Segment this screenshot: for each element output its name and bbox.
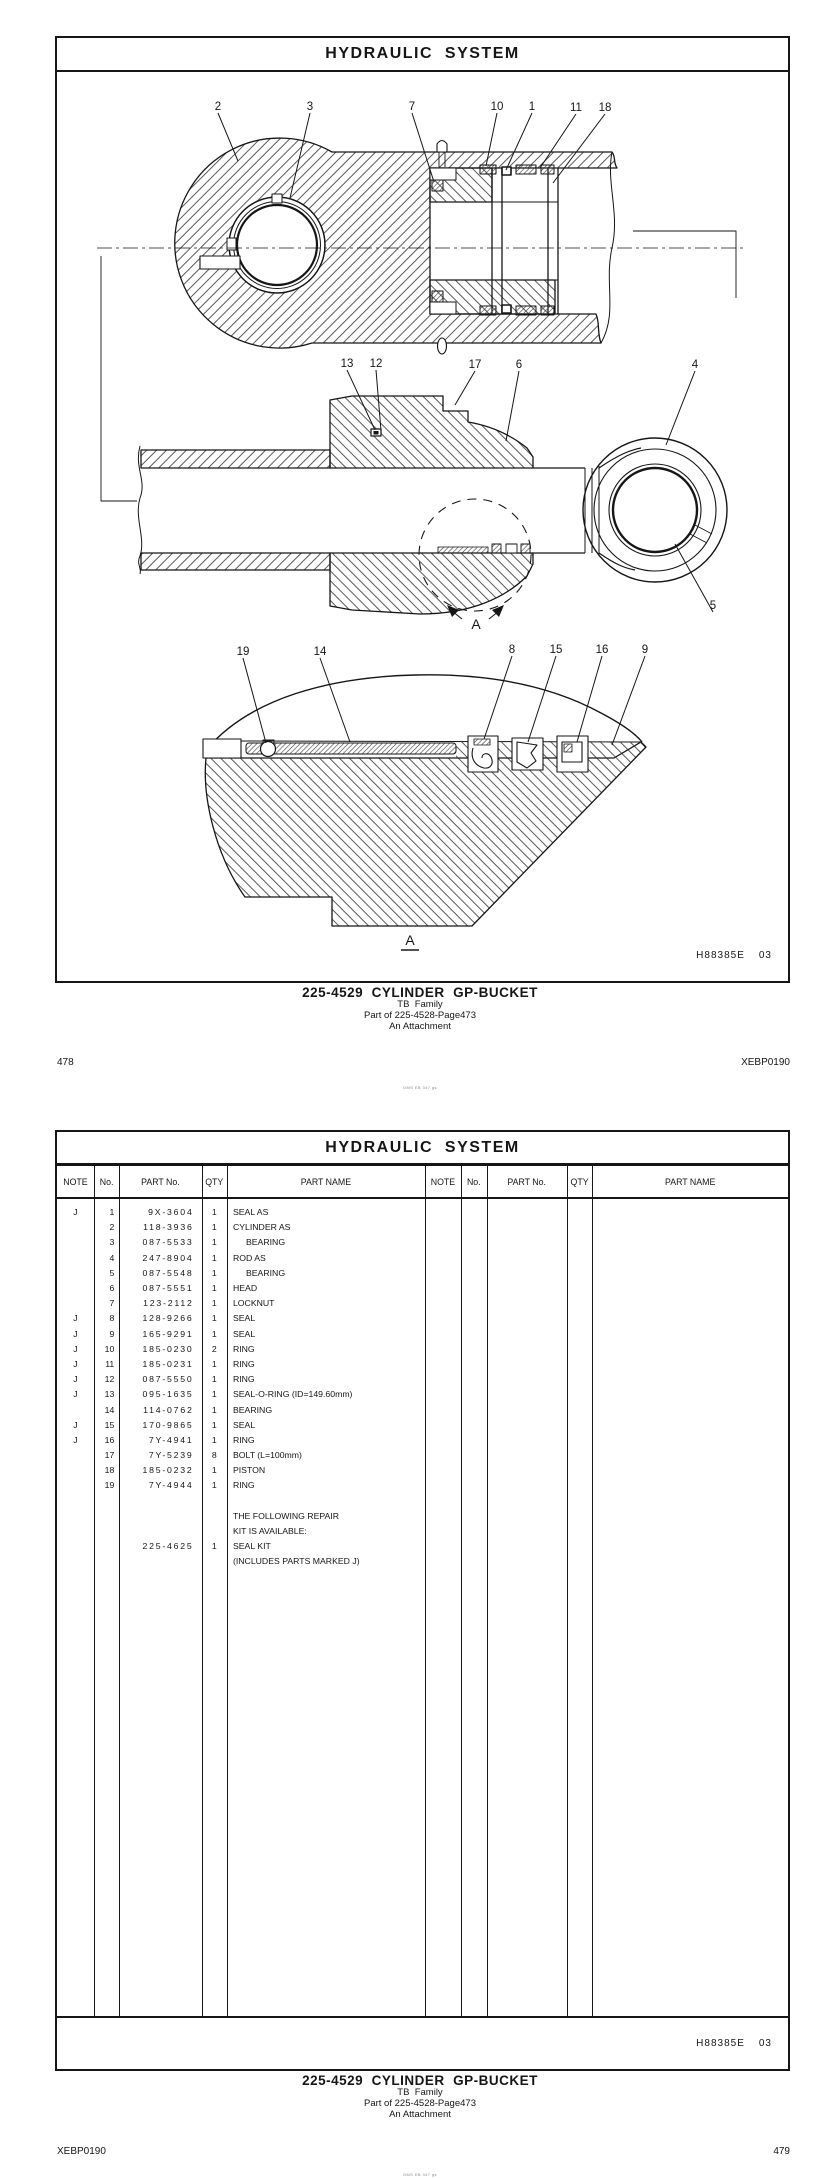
drawing-rev: 03	[758, 2038, 772, 2049]
cell-part: 247-8904	[142, 1252, 194, 1263]
cell-part: 087-5548	[142, 1267, 194, 1278]
callout-label-7: 7	[408, 101, 416, 113]
cell-part: 7Y-5239	[148, 1450, 194, 1461]
table-row	[57, 1281, 788, 1296]
table-row	[57, 1387, 788, 1402]
cell-no: 19	[104, 1480, 115, 1491]
head-port-slot	[200, 256, 240, 269]
col-header-part-name: PART NAME	[300, 1176, 352, 1187]
table-row	[57, 1235, 788, 1250]
col-header-part-name: PART NAME	[664, 1176, 716, 1187]
page-2-footer	[57, 2146, 790, 2157]
cell-no: 15	[104, 1419, 115, 1430]
cell-qty: 1	[211, 1541, 217, 1552]
cell-no: 3	[109, 1237, 115, 1248]
cell-no: 8	[109, 1313, 115, 1324]
table-row	[57, 1402, 788, 1417]
cell-name: KIT IS AVAILABLE:	[232, 1526, 307, 1537]
media-code: XEBP0190	[741, 1057, 790, 1068]
callout-label-6: 6	[515, 359, 523, 371]
callout-label-10: 10	[490, 101, 504, 113]
cell-part: 185-0232	[142, 1465, 194, 1476]
table-row	[57, 1266, 788, 1281]
cell-no: 9	[109, 1328, 115, 1339]
cell-name: BEARING	[232, 1404, 273, 1415]
parts-table-header	[57, 1166, 788, 1199]
cell-part: 123-2112	[143, 1298, 194, 1309]
page-number: 478	[57, 1057, 74, 1068]
callout-label-18: 18	[598, 102, 612, 114]
cell-qty: 1	[211, 1404, 217, 1415]
callout-label-15: 15	[549, 644, 563, 656]
callout-leader-18	[553, 114, 605, 183]
view-head-end	[97, 138, 744, 354]
cell-no: 14	[104, 1404, 115, 1415]
gland-bottom	[330, 553, 533, 614]
gland-top	[330, 396, 533, 468]
page-2-parts-list-sheet	[55, 1130, 790, 2071]
drain-detail	[438, 338, 447, 354]
cell-name: SEAL KIT	[232, 1541, 271, 1552]
page-1-footer	[57, 1057, 790, 1068]
table-row	[57, 1251, 788, 1266]
cell-note: J	[73, 1358, 78, 1369]
cell-qty: 1	[211, 1465, 217, 1476]
page-1-title: HYDRAULIC SYSTEM	[325, 45, 520, 62]
table-row	[57, 1342, 788, 1357]
table-row	[57, 1554, 788, 1569]
callout-leader-16	[577, 656, 602, 742]
cell-no: 7	[109, 1298, 115, 1309]
col-header-part-no-: PART No.	[507, 1176, 546, 1187]
cell-qty: 1	[211, 1222, 217, 1233]
parts-table-body	[57, 1199, 788, 2016]
attachment-line: An Attachment	[389, 2108, 451, 2120]
drawing-code-value: H88385E	[696, 2038, 745, 2049]
drawing-code-value: H88385E	[696, 950, 745, 961]
callout-label-19: 19	[236, 646, 250, 658]
callout-label-16: 16	[595, 644, 609, 656]
table-row	[57, 1296, 788, 1311]
callout-label-14: 14	[313, 646, 327, 658]
cell-qty: 1	[211, 1328, 217, 1339]
callout-leader-9	[612, 656, 645, 745]
cell-note: J	[73, 1328, 78, 1339]
part-of-line: Part of 225-4528-Page473	[364, 1009, 476, 1021]
cell-name: THE FOLLOWING REPAIR	[232, 1510, 339, 1521]
cell-no: 5	[109, 1267, 115, 1278]
cell-qty: 1	[211, 1298, 217, 1309]
cell-no: 4	[109, 1252, 115, 1263]
drawing-code	[674, 2027, 773, 2060]
cell-part: 087-5550	[142, 1374, 194, 1385]
cell-part: 9X-3604	[148, 1207, 194, 1218]
table-row	[57, 1448, 788, 1463]
cell-qty: 1	[211, 1252, 217, 1263]
cell-part: 165-9291	[142, 1328, 194, 1339]
col-header-qty: QTY	[570, 1176, 589, 1187]
cell-no: 2	[109, 1222, 115, 1233]
cell-part: 7Y-4944	[148, 1480, 194, 1491]
col-header-note: NOTE	[430, 1176, 456, 1187]
cell-no: 16	[104, 1434, 115, 1445]
table-row	[57, 1478, 788, 1493]
cell-qty: 1	[211, 1389, 217, 1400]
detail-a-view-label: A	[405, 932, 415, 948]
page-2-header-bar	[57, 1132, 788, 1166]
page-1-diagram-sheet	[55, 36, 790, 983]
title-block-2	[0, 2074, 840, 2120]
cell-name: SEAL	[232, 1313, 256, 1324]
cell-name: PISTON	[232, 1465, 266, 1476]
page-2-footer-strip	[57, 2016, 788, 2069]
cell-no: 18	[104, 1465, 115, 1476]
cell-note: J	[73, 1419, 78, 1430]
cell-part: 114-0762	[143, 1404, 194, 1415]
head-eye-bore	[229, 197, 325, 293]
rod-eye-bearing	[613, 468, 697, 552]
cell-qty: 2	[211, 1343, 217, 1354]
table-row	[57, 1205, 788, 1220]
cell-name: (INCLUDES PARTS MARKED J)	[232, 1556, 360, 1567]
callout-label-11: 11	[570, 102, 582, 114]
cell-part: 087-5551	[142, 1283, 194, 1294]
cell-name: RING	[232, 1358, 255, 1369]
table-row	[57, 1509, 788, 1524]
cell-part: 128-9266	[142, 1313, 194, 1324]
page-1-header-bar	[57, 38, 788, 72]
tube-wall-top	[141, 450, 330, 468]
media-code: XEBP0190	[57, 2146, 106, 2157]
table-row	[57, 1539, 788, 1554]
cell-no: 11	[105, 1358, 115, 1369]
cell-part: 087-5533	[142, 1237, 194, 1248]
table-row	[57, 1311, 788, 1326]
cell-part: 118-3936	[143, 1222, 194, 1233]
ring-10	[480, 165, 496, 174]
cell-note: J	[73, 1207, 78, 1218]
rod-eye-outer	[583, 438, 727, 582]
table-row	[57, 1494, 788, 1509]
title-block-1	[0, 986, 840, 1032]
ring-11	[516, 165, 536, 174]
cell-no: 10	[104, 1343, 115, 1354]
cell-part: 7Y-4941	[148, 1434, 194, 1445]
bearing-notch-top	[272, 194, 282, 203]
part-of-line: Part of 225-4528-Page473	[364, 2097, 476, 2109]
cell-name: SEAL AS	[232, 1207, 269, 1218]
family-line: TB Family	[397, 999, 443, 1010]
cell-name: SEAL	[232, 1328, 256, 1339]
ring-19	[261, 742, 276, 757]
callout-leader-17	[455, 371, 475, 405]
cell-qty: 1	[211, 1313, 217, 1324]
callout-label-1: 1	[528, 101, 536, 113]
callout-label-9: 9	[641, 644, 649, 656]
cell-qty: 1	[211, 1237, 217, 1248]
match-frame-right	[633, 231, 736, 298]
col-header-note: NOTE	[63, 1176, 88, 1187]
cell-qty: 1	[211, 1480, 217, 1491]
cell-name: RING	[232, 1343, 255, 1354]
page-number: 479	[773, 2146, 790, 2157]
table-row	[57, 1463, 788, 1478]
cell-name: SEAL	[232, 1419, 256, 1430]
cell-note: J	[73, 1313, 78, 1324]
table-row	[57, 1372, 788, 1387]
table-row	[57, 1220, 788, 1235]
cell-name: BEARING	[245, 1237, 286, 1248]
callout-label-12: 12	[369, 358, 383, 370]
cell-name: RING	[232, 1434, 255, 1445]
fine-print: OMS EB 347 gs	[403, 1085, 437, 1090]
cell-part: 185-0230	[142, 1343, 194, 1354]
cell-note: J	[73, 1434, 78, 1445]
col-header-qty: QTY	[205, 1176, 224, 1187]
cell-part: 170-9865	[142, 1419, 194, 1430]
col-header-no-: No.	[466, 1176, 481, 1187]
match-frame-left	[101, 256, 137, 501]
cell-no: 13	[104, 1389, 115, 1400]
bleed-valve	[437, 141, 447, 153]
cell-qty: 1	[211, 1374, 217, 1385]
table-row	[57, 1433, 788, 1448]
cell-qty: 1	[211, 1283, 217, 1294]
bearing-strip-14	[246, 743, 456, 754]
page-2-title: HYDRAULIC SYSTEM	[325, 1138, 520, 1156]
cell-note: J	[73, 1374, 78, 1385]
callouts-detail-a	[237, 644, 649, 745]
callout-leader-6	[506, 371, 519, 441]
callout-leader-4	[666, 371, 695, 445]
fine-print: OMS EB 347 gs	[403, 2172, 437, 2177]
assembly-title: 225-4529 CYLINDER GP-BUCKET	[302, 985, 538, 1000]
parts-table	[57, 1166, 788, 2016]
cell-name: RING	[232, 1374, 255, 1385]
callout-label-3: 3	[306, 101, 314, 113]
drawing-rev: 03	[758, 950, 772, 961]
callout-leader-14	[320, 658, 350, 742]
callout-leader-19	[243, 658, 266, 743]
cell-qty: 1	[211, 1267, 217, 1278]
callout-label-4: 4	[691, 359, 699, 371]
table-row	[57, 1524, 788, 1539]
cell-name: BOLT (L=100mm)	[232, 1450, 302, 1461]
tube-wall-bottom	[141, 553, 330, 570]
callout-label-17: 17	[468, 359, 482, 371]
cell-qty: 8	[211, 1450, 217, 1461]
callout-label-8: 8	[508, 644, 516, 656]
cell-no: 6	[109, 1283, 115, 1294]
callout-label-5: 5	[709, 600, 717, 612]
assembly-title: 225-4529 CYLINDER GP-BUCKET	[302, 2073, 538, 2088]
cell-name: BEARING	[245, 1267, 286, 1278]
view-detail-a	[203, 675, 646, 926]
cell-note: J	[73, 1389, 78, 1400]
cell-name: ROD AS	[232, 1252, 266, 1263]
cell-name: RING	[232, 1480, 255, 1491]
cell-no: 1	[109, 1207, 115, 1218]
cylinder-section-drawing	[57, 72, 788, 981]
callout-leader-8	[484, 656, 512, 739]
callout-leader-15	[528, 656, 556, 742]
cell-no: 17	[104, 1450, 115, 1461]
callout-label-13: 13	[340, 358, 354, 370]
cell-qty: 1	[211, 1358, 217, 1369]
detail-a-marker: A	[471, 616, 481, 632]
cell-qty: 1	[211, 1207, 217, 1218]
break-line	[601, 152, 615, 343]
cell-name: LOCKNUT	[232, 1298, 275, 1309]
cell-name: CYLINDER AS	[232, 1222, 291, 1233]
family-line: TB Family	[397, 2087, 443, 2098]
table-row	[57, 1418, 788, 1433]
cell-part: 185-0231	[142, 1358, 194, 1369]
cell-part: 095-1635	[142, 1389, 194, 1400]
cell-no: 12	[104, 1374, 115, 1385]
attachment-line: An Attachment	[389, 1020, 451, 1032]
drawing-code	[674, 939, 773, 972]
cell-name: SEAL-O-RING (ID=149.60mm)	[232, 1389, 353, 1400]
cell-qty: 1	[211, 1434, 217, 1445]
table-row	[57, 1327, 788, 1342]
table-row	[57, 1357, 788, 1372]
cell-part: 225-4625	[142, 1541, 194, 1552]
groove-block-left	[203, 739, 241, 758]
col-header-no-: No.	[99, 1176, 114, 1187]
cell-note: J	[73, 1343, 78, 1354]
callout-label-2: 2	[214, 101, 222, 113]
cell-name: HEAD	[232, 1283, 258, 1294]
col-header-part-no-: PART No.	[141, 1176, 180, 1187]
cell-qty: 1	[211, 1419, 217, 1430]
cylinder-drawing-svg	[57, 72, 788, 981]
